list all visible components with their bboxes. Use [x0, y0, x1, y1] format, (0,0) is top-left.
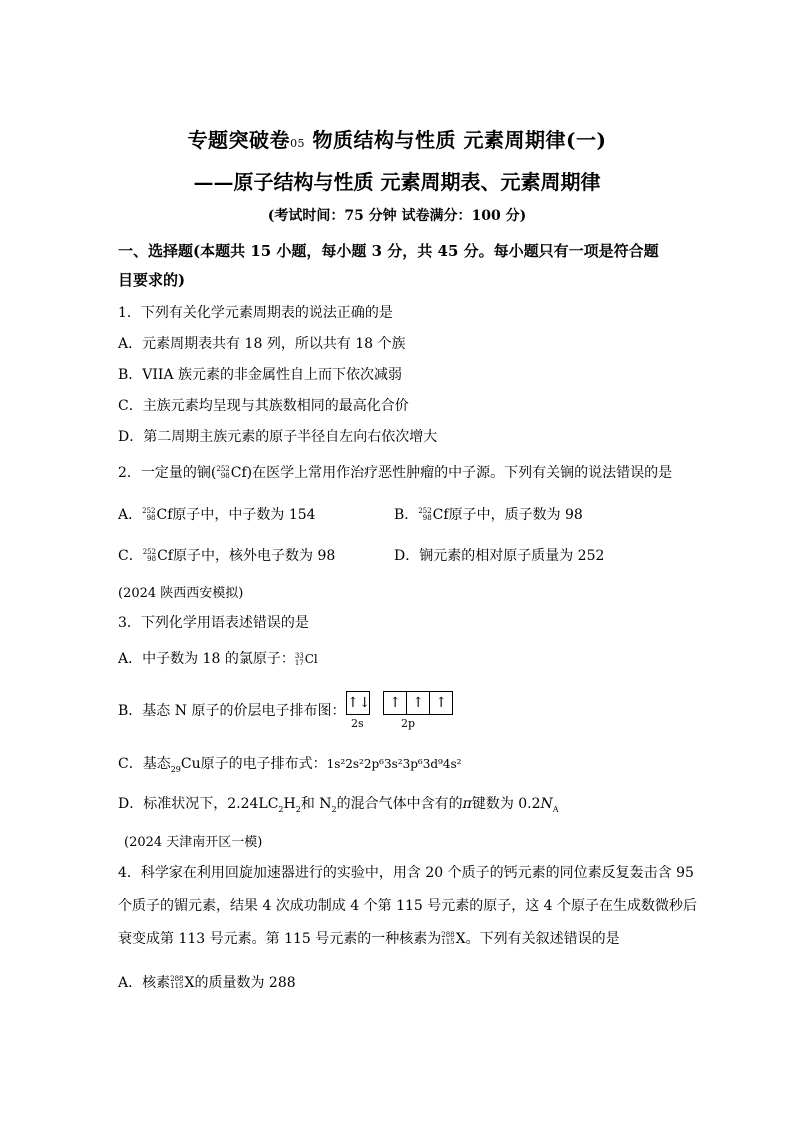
q4-source: (2024 天津南开区一模) — [124, 835, 263, 850]
q4-option-a: A．核素 288 115 X的质量数为 288 — [118, 975, 296, 991]
title-topic: 物质结构与性质 元素周期律(一) — [305, 128, 607, 152]
q2-option-d: D．锎元素的相对原子质量为 252 — [394, 548, 605, 564]
q3-option-c: C．基态$_{29}$Cu原子的电子排布式：1s²2s²2p⁶3s²3p⁶3d⁹4s² — [118, 756, 462, 774]
q1-option-d: D．第二周期主族元素的原子半径自左向右依次增大 — [118, 429, 438, 445]
orbital-label-2p: 2p — [401, 717, 416, 730]
q3-option-a: A．中子数为 18 的氯原子： 33 17 Cl — [118, 651, 318, 667]
section-heading-line-2: 目要求的) — [118, 271, 186, 289]
q1-option-c: C．主族元素均呈现与其族数相同的最高化合价 — [118, 398, 409, 414]
q3-option-d: D．标准状况下，$2.24LC_2H_2$和 $N_2$的混合气体中含有的π键数为 $0.2N_A$ — [118, 796, 559, 814]
q3-stem: 3．下列化学用语表述错误的是 — [118, 615, 309, 631]
title-line-2: ——原子结构与性质 元素周期表、元素周期律 — [193, 170, 601, 194]
section-heading-line-1: 一、选择题(本题共 15 小题，每小题 3 分，共 45 分。每小题只有一项是符合题 — [118, 242, 659, 260]
orbital-label-2s: 2s — [351, 717, 364, 730]
q2-stem: 2．一定量的锎( 252 98 Cf)在医学上常用作治疗恶性肿瘤的中子源。下列有关锎的说法错误的是 — [118, 465, 673, 481]
title-line-1 — [0, 124, 794, 153]
orbital-2s: ↑↓ — [346, 691, 370, 715]
q1-option-a: A．元素周期表共有 18 列，所以共有 18 个族 — [118, 336, 406, 352]
q2-option-c: C． 252 98 Cf原子中，核外电子数为 98 — [118, 548, 336, 564]
q2-option-b: B． 252 98 Cf原子中，质子数为 98 — [394, 507, 583, 523]
q3-option-b: B．基态 N 原子的价层电子排布图： — [118, 703, 346, 719]
q1-stem: 1．下列有关化学元素周期表的说法正确的是 — [118, 305, 393, 321]
orbital-diagram — [346, 691, 453, 715]
q4-stem-line-2: 个质子的镅元素，结果 4 次成功制成 4 个第 115 号元素的原子，这 4 个原子在生成数微秒后 — [118, 898, 698, 914]
q1-option-b: B．VIIA 族元素的非金属性自上而下依次减弱 — [118, 367, 403, 383]
title-main: 专题突破卷 — [187, 128, 291, 152]
q4-stem-line-1: 4．科学家在利用回旋加速器进行的实验中，用含 20 个质子的钙元素的同位素反复轰击含 95 — [118, 865, 694, 881]
q2-option-a: A． 252 98 Cf原子中，中子数为 154 — [118, 507, 316, 523]
title-number: 05 — [290, 137, 306, 150]
q3-source: (2024 陕西西安模拟) — [118, 586, 244, 601]
q2-nuclide: 252 98 Cf — [216, 465, 247, 481]
q4-stem-line-3: 衰变成第 113 号元素。第 115 号元素的一种核素为 288 115 X。下列有关叙述错误的是 — [118, 931, 620, 947]
exam-info: (考试时间：75 分钟 试卷满分：100 分) — [267, 208, 527, 224]
orbital-2p: ↑ ↑ ↑ — [383, 691, 453, 715]
